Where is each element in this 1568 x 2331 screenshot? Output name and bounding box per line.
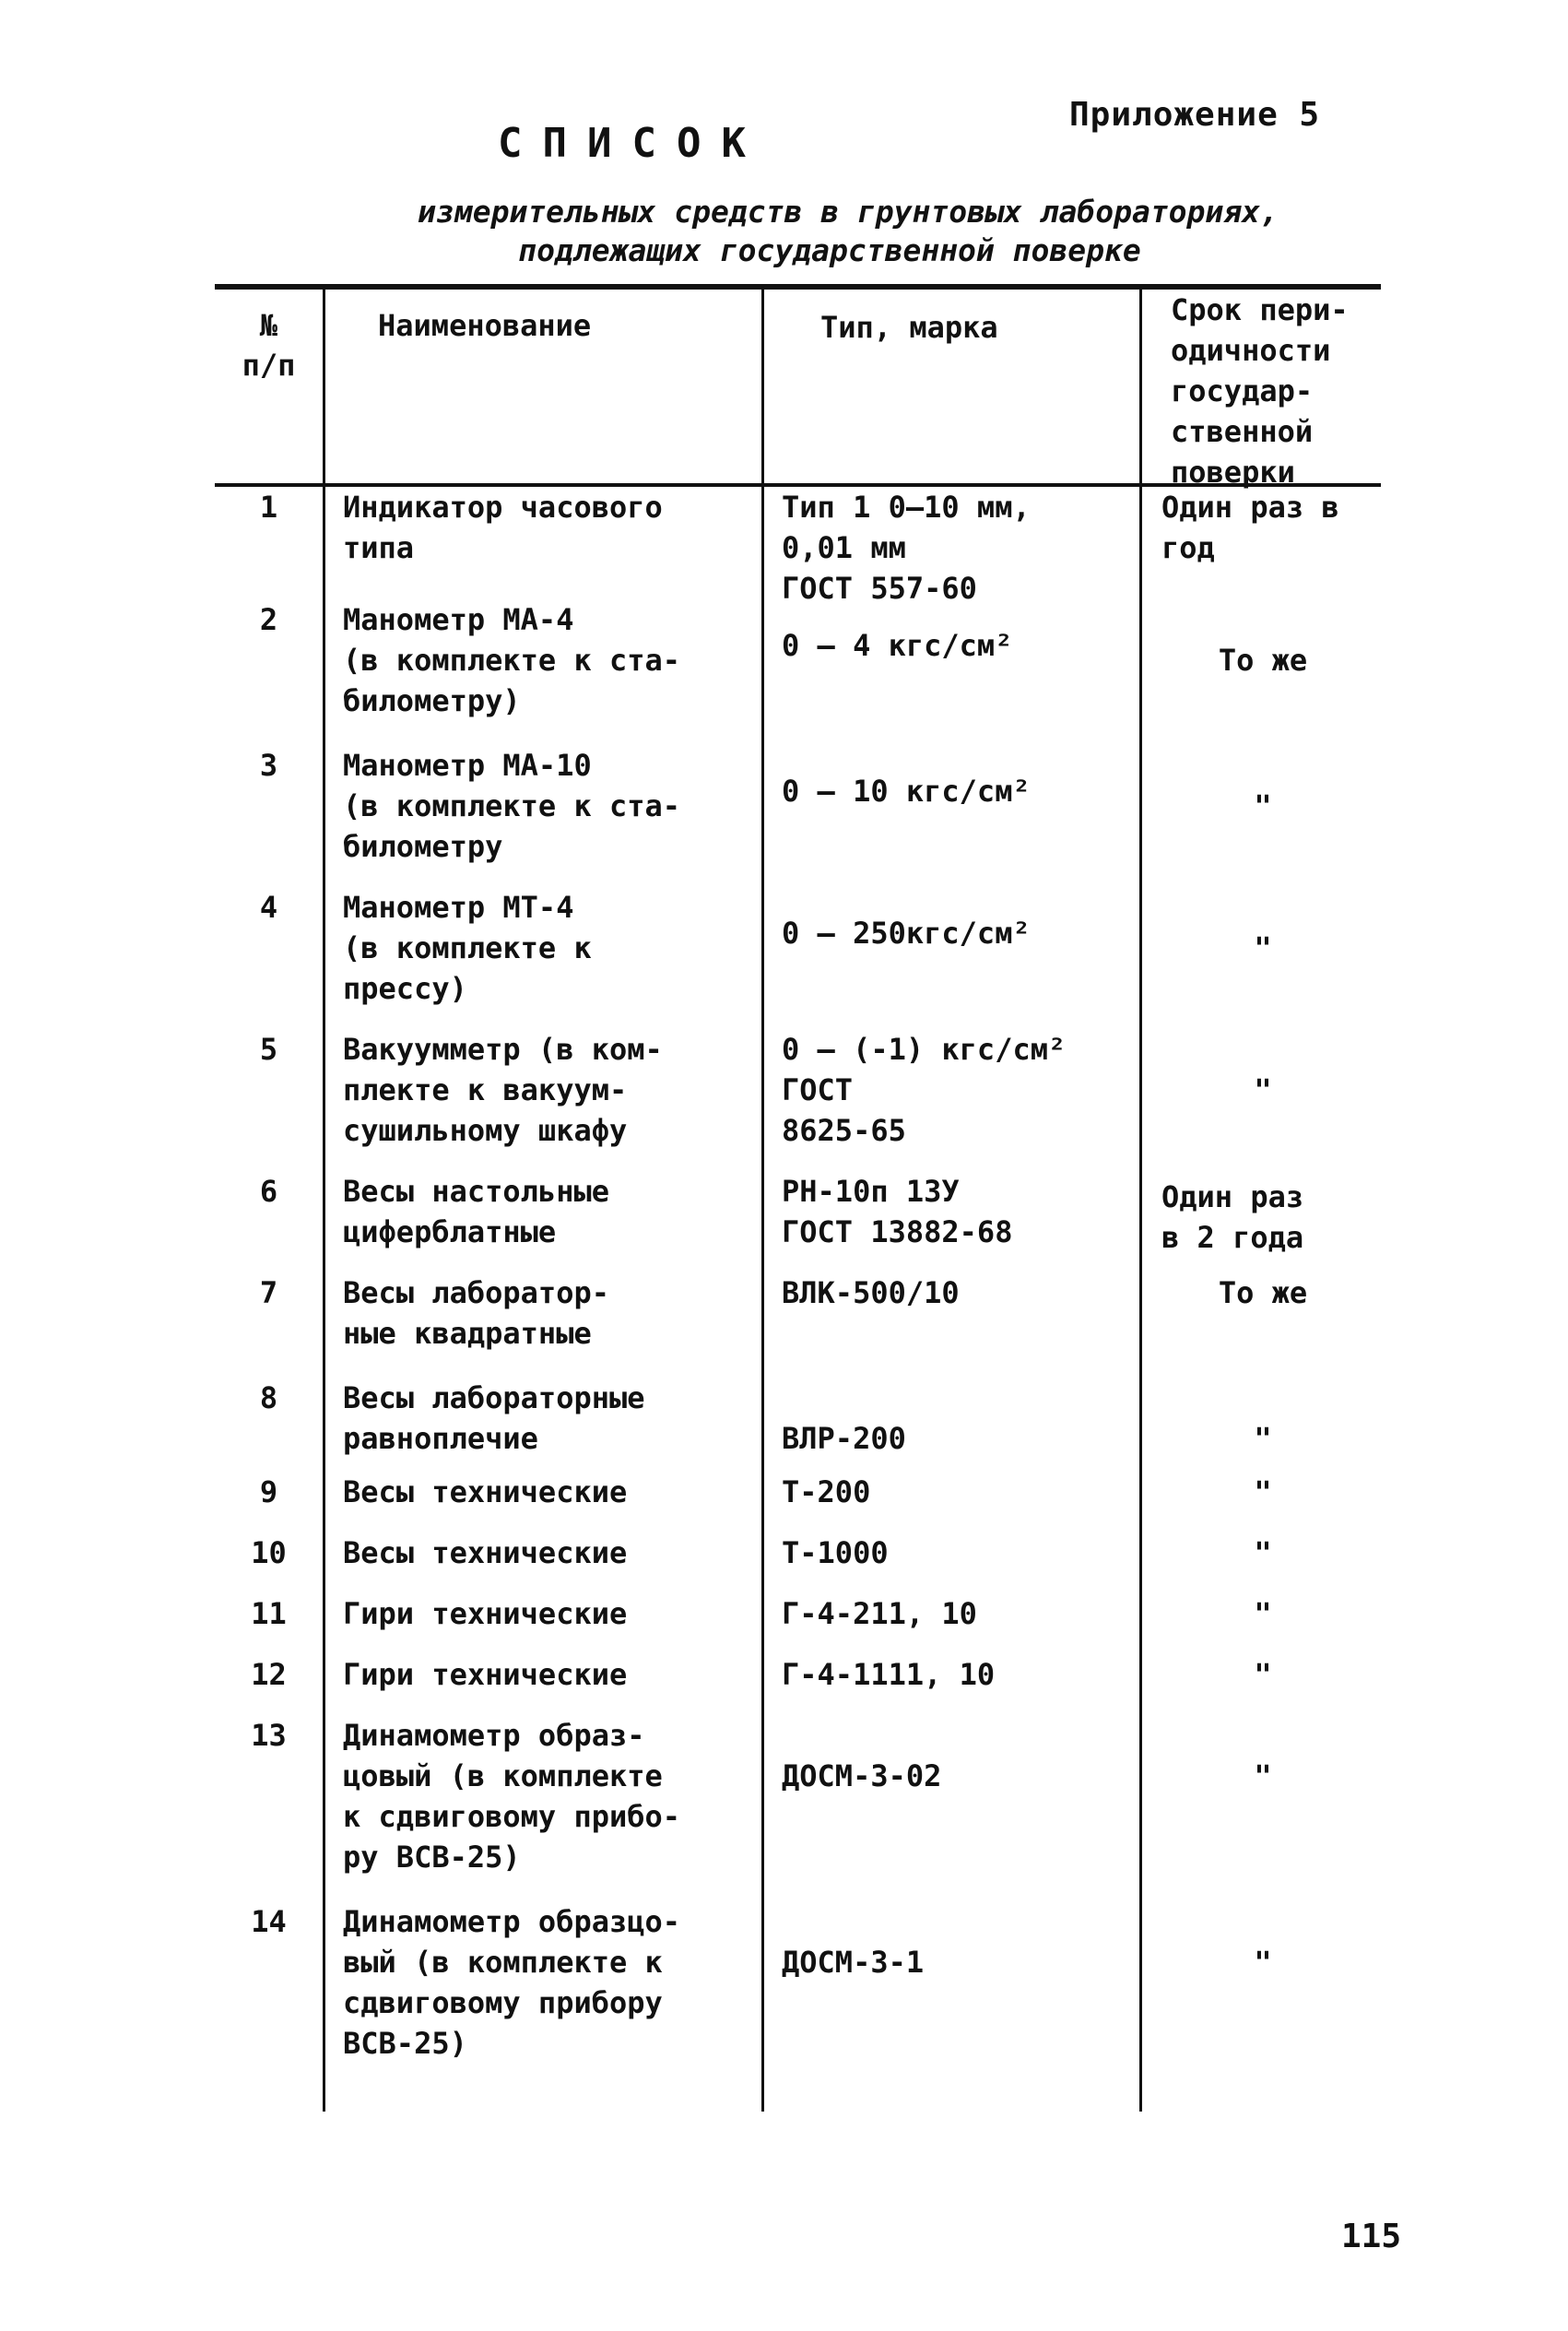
row-type: Г-4-211, 10 (782, 1596, 977, 1631)
row-period: То же (1218, 1275, 1308, 1310)
row-type: РН-10п 13У ГОСТ 13882-68 (782, 1174, 1013, 1249)
header-name: Наименование (378, 308, 592, 343)
row-period: " (1254, 788, 1272, 823)
row-name: Индикатор часового типа (343, 490, 663, 565)
row-type: Тип 1 0–10 мм, 0,01 мм ГОСТ 557-60 (782, 490, 1031, 606)
row-number: 12 (251, 1657, 287, 1692)
document-title (0, 120, 1568, 167)
row-type: 0 – 4 кгс/см² (782, 628, 1013, 663)
row-number: 13 (251, 1718, 287, 1753)
row-name: Весы лабораторные равноплечие (343, 1380, 645, 1456)
header-period: Срок пери- одичности государ- ственной поверки (1171, 292, 1349, 490)
row-type: 0 – 10 кгс/см² (782, 774, 1031, 809)
row-period: " (1254, 1657, 1272, 1692)
row-type: ДОСМ-3-1 (782, 1945, 925, 1980)
row-period: То же (1218, 643, 1308, 678)
row-name: Манометр МТ-4 (в комплекте к прессу) (343, 890, 592, 1006)
row-number: 7 (259, 1275, 278, 1310)
header-number: № п/п (242, 308, 296, 383)
row-name: Манометр МА-4 (в комплекте к ста- билометру) (343, 602, 681, 718)
row-name: Вакуумметр (в ком- плекте к вакуум- сушильному шкафу (343, 1032, 663, 1148)
row-number: 8 (259, 1380, 278, 1415)
row-name: Весы технические (343, 1474, 628, 1509)
subtitle-line-1: измерительных средств в грунтовых лабораториях, (418, 194, 1279, 230)
row-type: Т-200 (782, 1474, 871, 1509)
row-name: Гири технические (343, 1657, 628, 1692)
row-type: ДОСМ-3-02 (782, 1758, 942, 1793)
row-period: " (1254, 930, 1272, 965)
row-name: Весы лаборатор- ные квадратные (343, 1275, 609, 1351)
row-name: Весы настольные циферблатные (343, 1174, 609, 1249)
row-name: Манометр МА-10 (в комплекте к ста- билометру (343, 748, 681, 864)
row-period: Один раз в 2 года (1161, 1179, 1304, 1255)
row-name: Гири технические (343, 1596, 628, 1631)
row-number: 5 (259, 1032, 278, 1067)
row-period: Один раз в год (1161, 490, 1339, 565)
row-number: 10 (251, 1535, 287, 1570)
subtitle-line-2: подлежащих государственной поверке (518, 232, 1141, 268)
appendix-label: Приложение 5 (1069, 96, 1321, 134)
row-period: " (1254, 1072, 1272, 1107)
row-name: Динамометр образ- цовый (в комплекте к сдвиговому прибо- ру ВСВ-25) (343, 1718, 681, 1875)
row-type: 0 – (-1) кгс/см² ГОСТ 8625-65 (782, 1032, 1067, 1148)
column-divider-3 (1139, 288, 1142, 2112)
row-number: 14 (251, 1904, 287, 1939)
row-type: Т-1000 (782, 1535, 889, 1570)
row-number: 4 (259, 890, 278, 925)
column-divider-2 (761, 288, 764, 2112)
row-type: ВЛК-500/10 (782, 1275, 960, 1310)
row-type: 0 – 250кгс/см² (782, 916, 1031, 951)
row-number: 2 (259, 602, 278, 637)
row-name: Динамометр образцо- вый (в комплекте к сдвиговому прибору ВСВ-25) (343, 1904, 681, 2061)
row-number: 1 (259, 490, 278, 525)
column-divider-1 (323, 288, 325, 2112)
row-number: 6 (259, 1174, 278, 1209)
row-type: Г-4-1111, 10 (782, 1657, 996, 1692)
page-number: 115 (1341, 2218, 1402, 2255)
row-number: 9 (259, 1474, 278, 1509)
row-period: " (1254, 1535, 1272, 1570)
row-period: " (1254, 1758, 1272, 1793)
row-number: 3 (259, 748, 278, 783)
row-period: " (1254, 1421, 1272, 1456)
row-name: Весы технические (343, 1535, 628, 1570)
row-number: 11 (251, 1596, 287, 1631)
row-type: ВЛР-200 (782, 1421, 906, 1456)
row-period: " (1254, 1596, 1272, 1631)
header-type: Тип, марка (820, 310, 998, 345)
row-period: " (1254, 1945, 1272, 1980)
title-text: СПИСОК (498, 120, 766, 167)
row-period: " (1254, 1474, 1272, 1509)
